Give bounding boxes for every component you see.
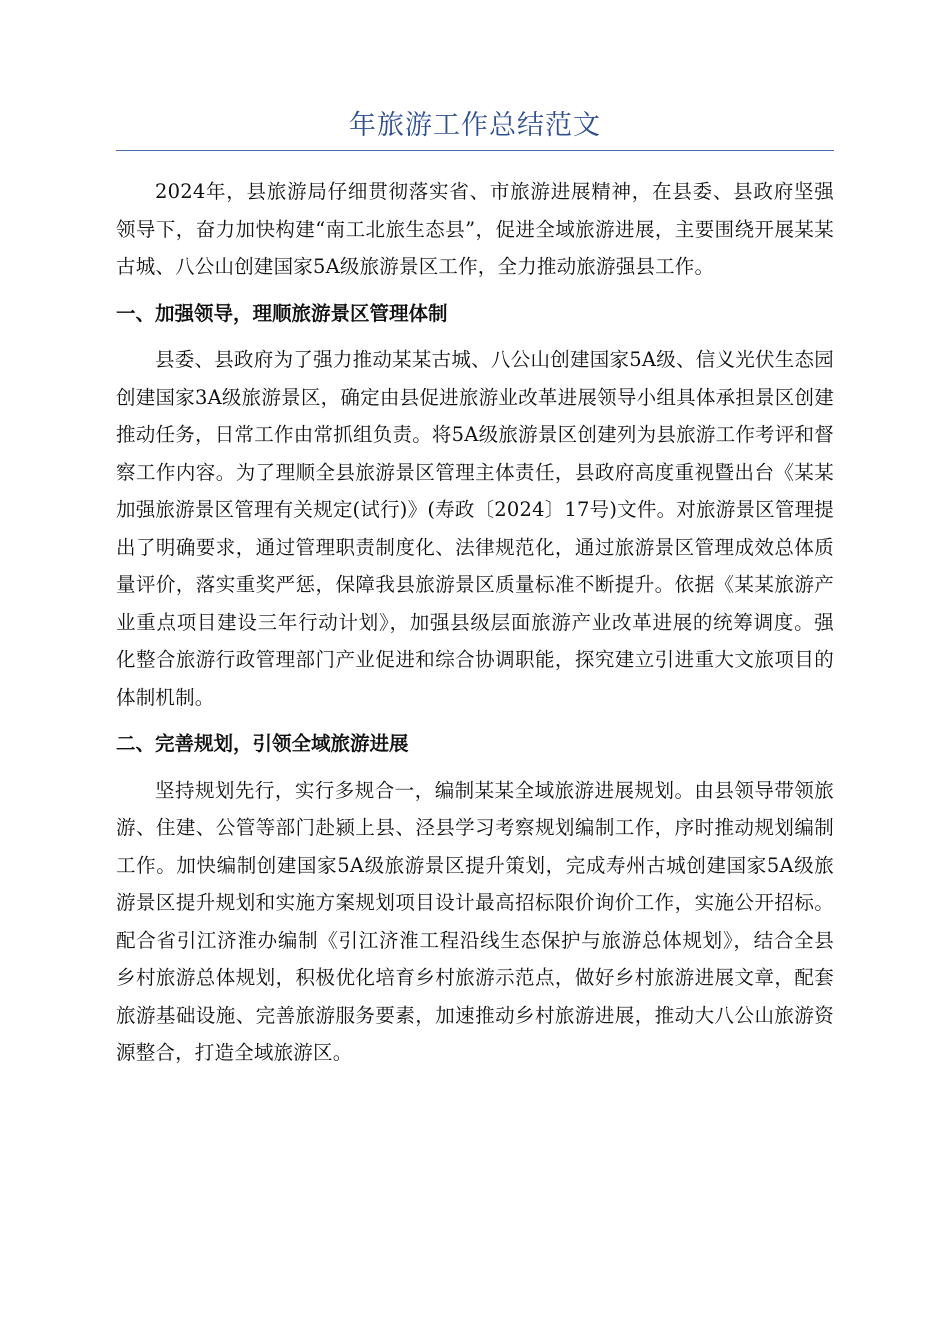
section-2-body: 坚持规划先行，实行多规合一，编制某某全域旅游进展规划。由县领导带领旅游、住建、公管等部门赴颍上县、泾县学习考察规划编制工作，序时推动规划编制工作。加快编制创建国家5A级旅游景区提升策划，完成寿州古城创建国家5A级旅游景区提升规划和实施方案规划项目设计最高招标限价询价工作，实施公开招标。配合省引江济淮办编制《引江济淮工程沿线生态保护与旅游总体规划》，结合全县乡村旅游总体规划，积极优化培育乡村旅游示范点，做好乡村旅游进展文章，配套旅游基础设施、完善旅游服务要素，加速推动乡村旅游进展，推动大八公山旅游资源整合，打造全域旅游区。: [116, 778, 834, 1064]
section-1-body: 县委、县政府为了强力推动某某古城、八公山创建国家5A级、信义光伏生态园创建国家3A级旅游景区，确定由县促进旅游业改革进展领导小组具体承担景区创建推动任务，日常工作由常抓组负责。将5A级旅游景区创建列为县旅游工作考评和督察工作内容。为了理顺全县旅游景区管理主体责任，县政府高度重视暨出台《某某加强旅游景区管理有关规定(试行)》(寿政〔2024〕17号)文件。对旅游景区管理提出了明确要求，通过管理职责制度化、法律规范化，通过旅游景区管理成效总体质量评价，落实重奖严惩，保障我县旅游景区质量标准不断提升。依据《某某旅游产业重点项目建设三年行动计划》，加强县级层面旅游产业改革进展的统筹调度。强化整合旅游行政管理部门产业促进和综合协调职能，探究建立引进重大文旅项目的体制机制。: [116, 348, 834, 709]
title-underline: [116, 150, 834, 151]
document-title: 年旅游工作总结范文: [349, 110, 601, 141]
intro-paragraph: 2024年，县旅游局仔细贯彻落实省、市旅游进展精神，在县委、县政府坚强领导下，奋力加快构建“南工北旅生态县”，促进全域旅游进展，主要围绕开展某某古城、八公山创建国家5A级旅游景区工作，全力推动旅游强县工作。: [116, 180, 834, 278]
section-1-heading: 一、加强领导，理顺旅游景区管理体制: [116, 301, 448, 325]
section-2-heading: 二、完善规划，引领全域旅游进展: [116, 732, 409, 755]
document-page: [116, 108, 834, 1081]
